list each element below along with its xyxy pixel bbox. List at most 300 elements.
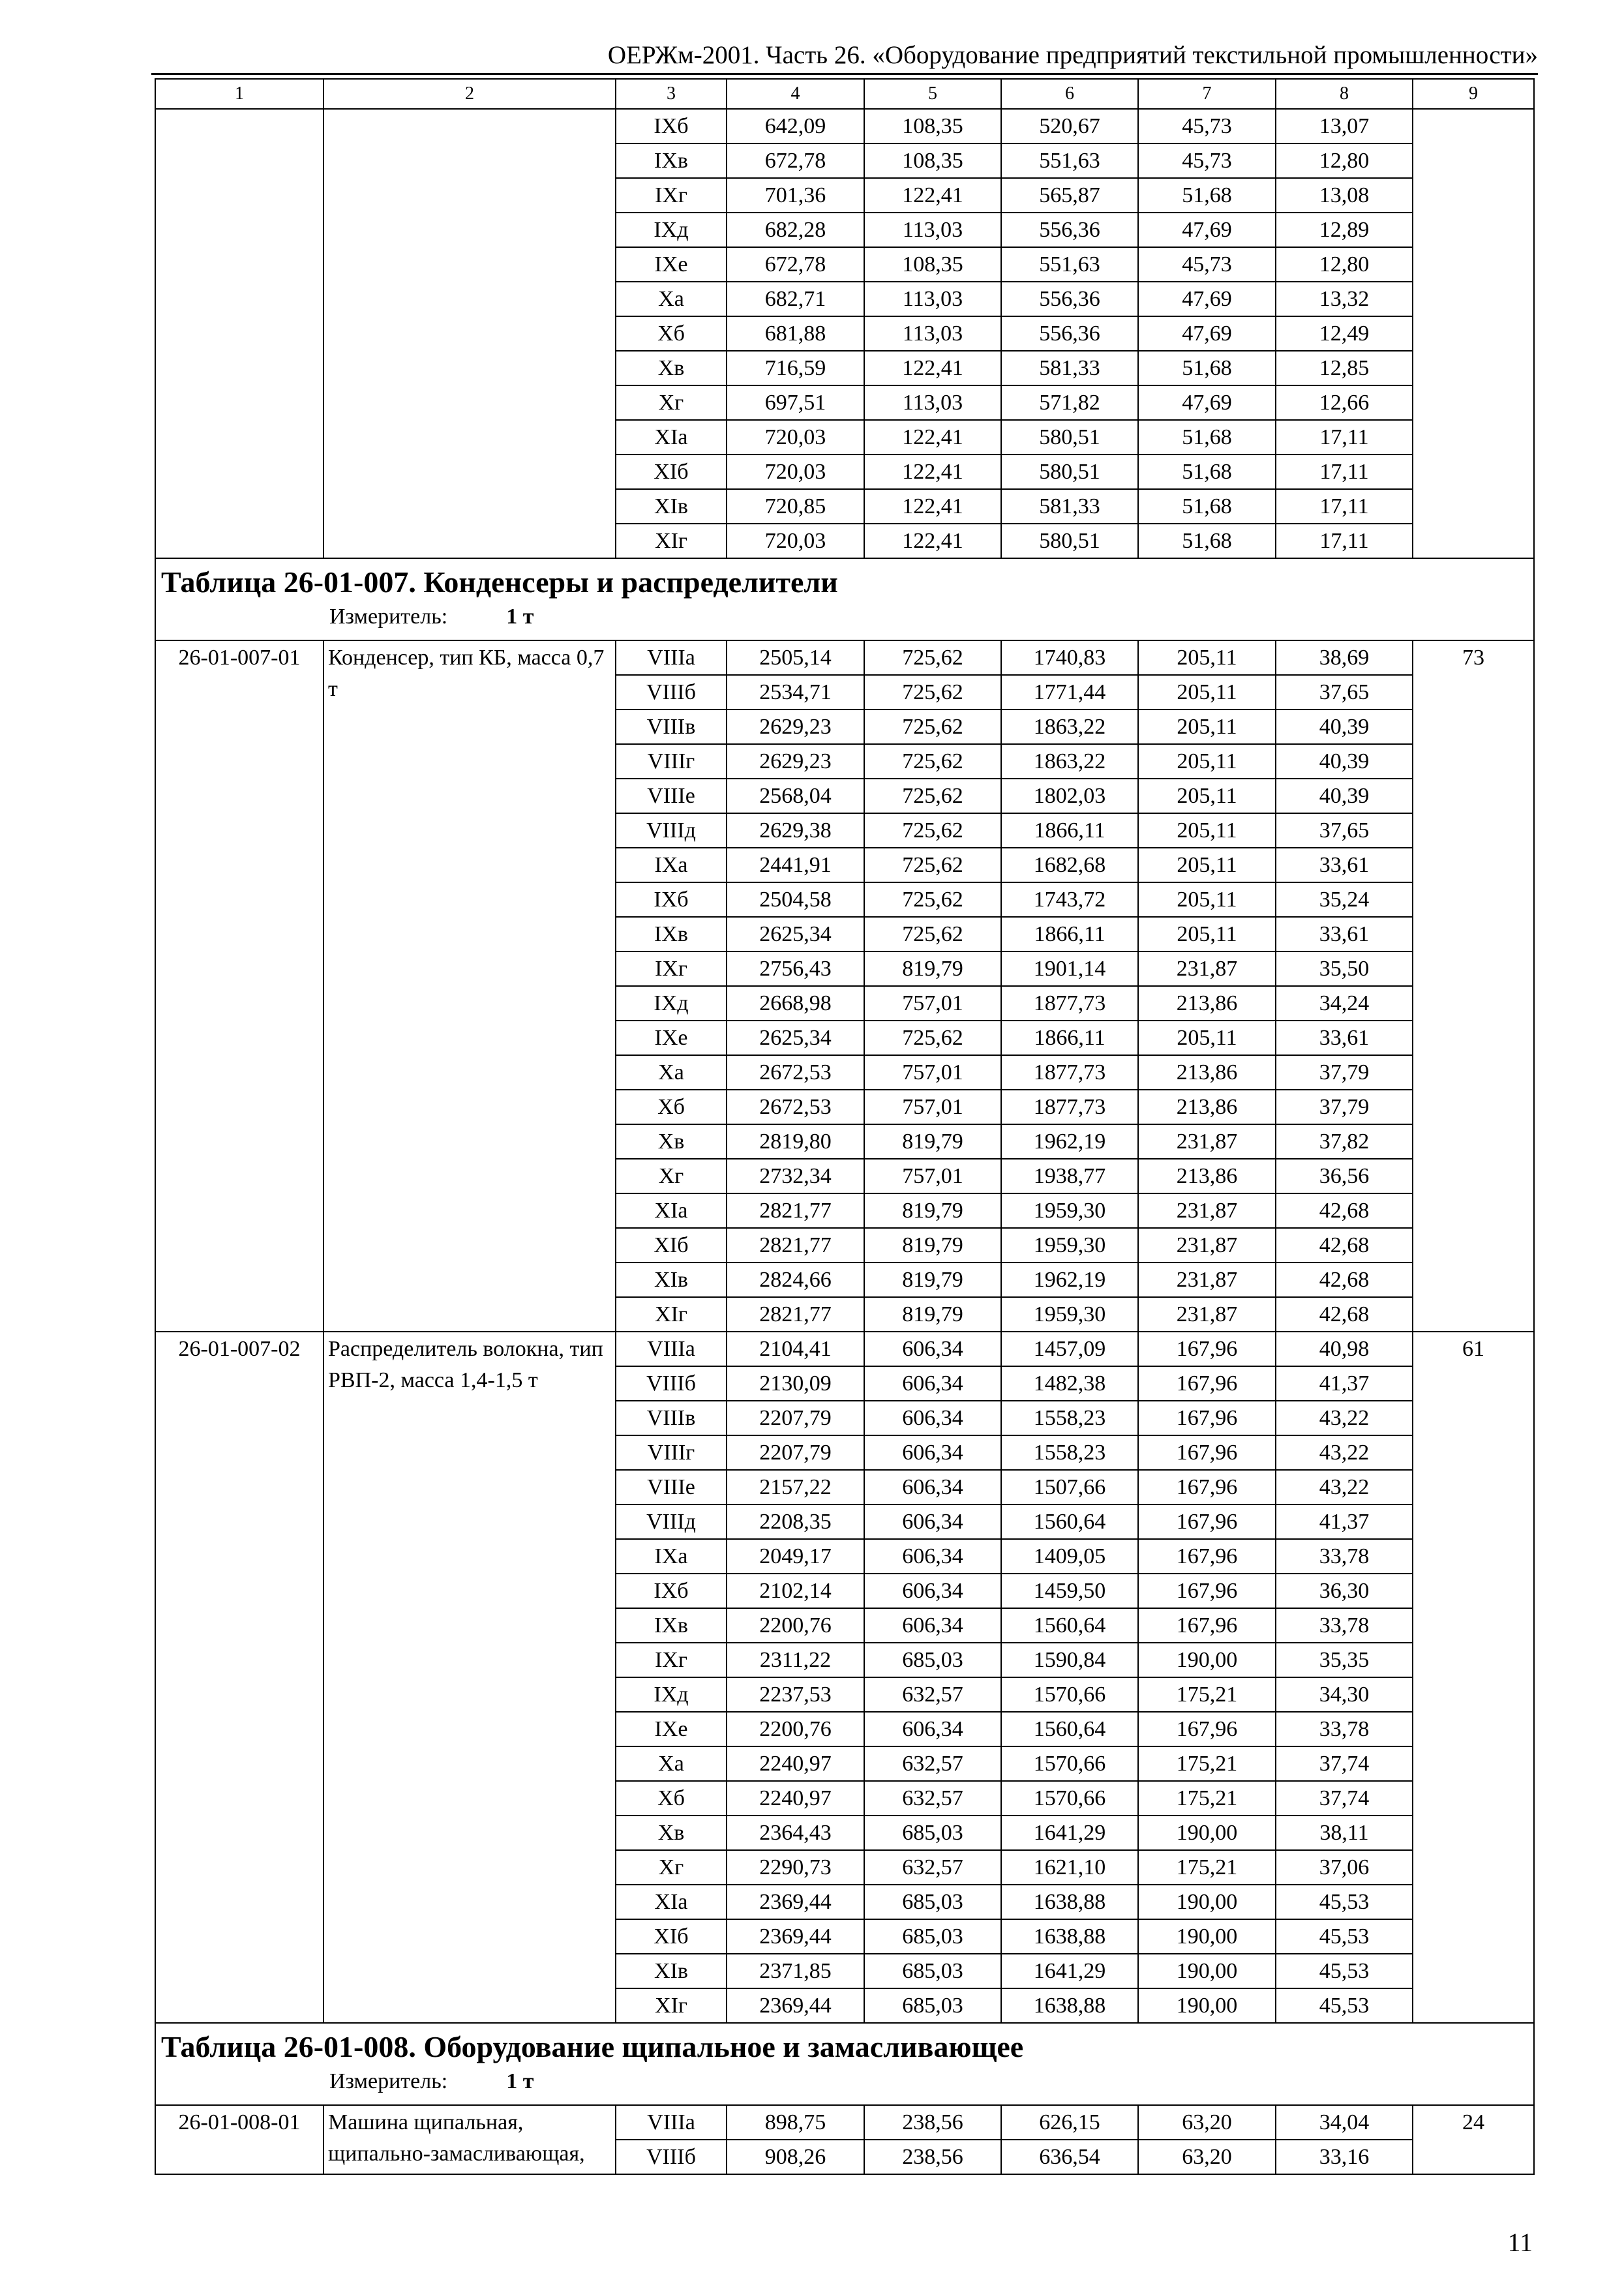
measure-value: 1 т [506,2069,534,2093]
value-cell: IXб [616,109,727,143]
value-cell: 108,35 [864,109,1001,143]
column-number-row [155,79,1534,109]
value-cell: IXа [616,1539,727,1574]
value-cell: 13,07 [1276,109,1413,143]
value-cell: 757,01 [864,1159,1001,1193]
value-cell: 1740,83 [1001,640,1138,675]
value-cell: 113,03 [864,282,1001,316]
value-cell: 33,78 [1276,1712,1413,1746]
value-cell: 1641,29 [1001,1816,1138,1850]
value-cell: 1457,09 [1001,1332,1138,1366]
value-cell: 697,51 [727,385,864,420]
value-cell: 2441,91 [727,848,864,882]
value-cell: 1682,68 [1001,848,1138,882]
value-cell: 632,57 [864,1850,1001,1885]
measure-line [161,2067,1528,2097]
value-cell: VIIIа [616,1332,727,1366]
value-cell: 37,74 [1276,1746,1413,1781]
value-cell: 606,34 [864,1366,1001,1401]
value-cell: IXг [616,951,727,986]
value-cell: 40,39 [1276,710,1413,744]
value-cell: 42,68 [1276,1263,1413,1297]
value-cell: 38,69 [1276,640,1413,675]
value-cell: 685,03 [864,1988,1001,2023]
value-cell: 205,11 [1138,813,1276,848]
value-cell: XIв [616,489,727,524]
value-cell: 725,62 [864,848,1001,882]
value-cell: 701,36 [727,178,864,213]
value-cell: 231,87 [1138,1228,1276,1263]
value-cell: VIIIв [616,710,727,744]
value-cell: 190,00 [1138,1643,1276,1677]
value-cell: 167,96 [1138,1470,1276,1504]
value-cell: 13,08 [1276,178,1413,213]
value-cell: 2130,09 [727,1366,864,1401]
table-title-row [155,2023,1534,2105]
value-cell: 205,11 [1138,779,1276,813]
value-cell: 725,62 [864,640,1001,675]
value-cell: 551,63 [1001,143,1138,178]
table-row [155,2105,1534,2140]
value-cell: Xг [616,1159,727,1193]
value-cell: 175,21 [1138,1781,1276,1816]
value-cell: 122,41 [864,178,1001,213]
value-cell: 606,34 [864,1539,1001,1574]
value-cell: 175,21 [1138,1746,1276,1781]
value-cell: 17,11 [1276,524,1413,558]
value-cell: VIIIа [616,2105,727,2140]
value-cell: 175,21 [1138,1850,1276,1885]
value-cell: 47,69 [1138,385,1276,420]
value-cell: 2240,97 [727,1746,864,1781]
value-cell: 37,79 [1276,1090,1413,1124]
table-title: Таблица 26-01-007. Конденсеры и распределители [161,565,838,599]
column-number: 9 [1413,79,1534,109]
value-cell: 725,62 [864,917,1001,951]
value-cell: 35,50 [1276,951,1413,986]
value-cell: 819,79 [864,1124,1001,1159]
table-row [155,640,1534,675]
value-cell: 108,35 [864,247,1001,282]
value-cell: Xа [616,282,727,316]
value-cell: Xв [616,351,727,385]
value-cell: 63,20 [1138,2140,1276,2174]
value-cell: 2200,76 [727,1608,864,1643]
value-cell: 1560,64 [1001,1504,1138,1539]
value-cell: 1638,88 [1001,1919,1138,1954]
value-cell: 43,22 [1276,1435,1413,1470]
value-cell: 2824,66 [727,1263,864,1297]
value-cell: 43,22 [1276,1401,1413,1435]
value-cell: 1560,64 [1001,1608,1138,1643]
value-cell: 1877,73 [1001,1055,1138,1090]
value-cell: VIIIа [616,640,727,675]
value-cell: 556,36 [1001,213,1138,247]
value-cell: 725,62 [864,744,1001,779]
value-cell: 2369,44 [727,1885,864,1919]
value-cell: 1866,11 [1001,1021,1138,1055]
value-cell: 51,68 [1138,489,1276,524]
value-cell: Xг [616,385,727,420]
measure-label: Измеритель: [329,2069,448,2093]
value-cell: 720,85 [727,489,864,524]
value-cell: 122,41 [864,489,1001,524]
value-cell: 606,34 [864,1712,1001,1746]
value-cell: 606,34 [864,1574,1001,1608]
value-cell: 190,00 [1138,1885,1276,1919]
value-cell: 35,35 [1276,1643,1413,1677]
value-cell: XIб [616,1919,727,1954]
value-cell: VIIIг [616,1435,727,1470]
column-number: 3 [616,79,727,109]
value-cell: 205,11 [1138,1021,1276,1055]
value-cell: 122,41 [864,524,1001,558]
value-cell: 17,11 [1276,489,1413,524]
col9-cell: 24 [1413,2105,1534,2174]
value-cell: 167,96 [1138,1332,1276,1366]
value-cell: 556,36 [1001,282,1138,316]
value-cell: VIIIб [616,675,727,710]
column-number: 4 [727,79,864,109]
value-cell: 38,11 [1276,1816,1413,1850]
value-cell: Xв [616,1124,727,1159]
col9-cell: 61 [1413,1332,1534,2023]
value-cell: 231,87 [1138,1297,1276,1332]
value-cell: 213,86 [1138,1090,1276,1124]
table-row [155,109,1534,143]
value-cell: 606,34 [864,1401,1001,1435]
value-cell: Xб [616,1781,727,1816]
value-cell: 556,36 [1001,316,1138,351]
value-cell: 1901,14 [1001,951,1138,986]
value-cell: XIб [616,455,727,489]
value-cell: 122,41 [864,351,1001,385]
value-cell: 2208,35 [727,1504,864,1539]
value-cell: 41,37 [1276,1504,1413,1539]
value-cell: 580,51 [1001,455,1138,489]
value-cell: 2629,23 [727,710,864,744]
value-cell: 2240,97 [727,1781,864,1816]
value-cell: 12,66 [1276,385,1413,420]
table-row [155,1332,1534,1366]
value-cell: 685,03 [864,1643,1001,1677]
value-cell: IXб [616,882,727,917]
value-cell: 40,98 [1276,1332,1413,1366]
value-cell: 33,61 [1276,848,1413,882]
value-cell: 681,88 [727,316,864,351]
value-cell: 167,96 [1138,1366,1276,1401]
value-cell: IXв [616,917,727,951]
value-cell: 167,96 [1138,1504,1276,1539]
value-cell: 1570,66 [1001,1677,1138,1712]
value-cell: 108,35 [864,143,1001,178]
value-cell: 51,68 [1138,524,1276,558]
value-cell: 45,53 [1276,1988,1413,2023]
value-cell: 2371,85 [727,1954,864,1988]
value-cell: 2102,14 [727,1574,864,1608]
value-cell: VIIIб [616,1366,727,1401]
value-cell: 12,49 [1276,316,1413,351]
value-cell: 757,01 [864,986,1001,1021]
value-cell: 45,53 [1276,1885,1413,1919]
value-cell: 40,39 [1276,744,1413,779]
value-cell: 908,26 [727,2140,864,2174]
value-cell: 190,00 [1138,1919,1276,1954]
value-cell: 205,11 [1138,744,1276,779]
value-cell: IXг [616,1643,727,1677]
value-cell: 37,74 [1276,1781,1413,1816]
value-cell: 1866,11 [1001,917,1138,951]
value-cell: 2668,98 [727,986,864,1021]
value-cell: 122,41 [864,455,1001,489]
value-cell: 190,00 [1138,1816,1276,1850]
value-cell: 581,33 [1001,351,1138,385]
value-cell: 2049,17 [727,1539,864,1574]
value-cell: 898,75 [727,2105,864,2140]
value-cell: 636,54 [1001,2140,1138,2174]
value-cell: 34,04 [1276,2105,1413,2140]
value-cell: 685,03 [864,1954,1001,1988]
value-cell: 1959,30 [1001,1228,1138,1263]
name-cell: Распределитель волокна, тип РВП-2, масса 1,4-1,5 т [323,1332,616,2023]
value-cell: 720,03 [727,524,864,558]
value-cell: 1621,10 [1001,1850,1138,1885]
value-cell: 725,62 [864,710,1001,744]
value-cell: VIIIв [616,1401,727,1435]
value-cell: 37,82 [1276,1124,1413,1159]
value-cell: 36,30 [1276,1574,1413,1608]
value-cell: 1638,88 [1001,1885,1138,1919]
value-cell: 2290,73 [727,1850,864,1885]
value-cell: 682,71 [727,282,864,316]
column-number: 2 [323,79,616,109]
value-cell: 725,62 [864,1021,1001,1055]
value-cell: 757,01 [864,1055,1001,1090]
value-cell: IXб [616,1574,727,1608]
value-cell: 231,87 [1138,1193,1276,1228]
value-cell: 42,68 [1276,1297,1413,1332]
value-cell: 33,61 [1276,1021,1413,1055]
value-cell: 2157,22 [727,1470,864,1504]
value-cell: 1570,66 [1001,1746,1138,1781]
value-cell: 2672,53 [727,1090,864,1124]
column-number: 5 [864,79,1001,109]
value-cell: 113,03 [864,213,1001,247]
value-cell: 1771,44 [1001,675,1138,710]
value-cell: 819,79 [864,1263,1001,1297]
value-cell: 632,57 [864,1746,1001,1781]
value-cell: 1877,73 [1001,1090,1138,1124]
code-cell: 26-01-007-01 [155,640,323,1332]
value-cell: Xв [616,1816,727,1850]
value-cell: 37,65 [1276,813,1413,848]
value-cell: 819,79 [864,1228,1001,1263]
table-title-row [155,558,1534,640]
value-cell: 581,33 [1001,489,1138,524]
value-cell: 725,62 [864,813,1001,848]
value-cell: 672,78 [727,143,864,178]
value-cell: 12,89 [1276,213,1413,247]
value-cell: 1962,19 [1001,1124,1138,1159]
value-cell: Xб [616,316,727,351]
value-cell: 205,11 [1138,917,1276,951]
value-cell: VIIIб [616,2140,727,2174]
value-cell: Xб [616,1090,727,1124]
name-cell: Конденсер, тип КБ, масса 0,7 т [323,640,616,1332]
value-cell: 551,63 [1001,247,1138,282]
value-cell: 1560,64 [1001,1712,1138,1746]
table-title-cell [155,2023,1534,2105]
value-cell: XIв [616,1954,727,1988]
value-cell: 2504,58 [727,882,864,917]
value-cell: 47,69 [1138,282,1276,316]
value-cell: 2237,53 [727,1677,864,1712]
value-cell: 632,57 [864,1677,1001,1712]
value-cell: XIг [616,1297,727,1332]
value-cell: 1802,03 [1001,779,1138,813]
value-cell: XIв [616,1263,727,1297]
value-cell: 17,11 [1276,455,1413,489]
value-cell: 213,86 [1138,1055,1276,1090]
value-cell: 12,85 [1276,351,1413,385]
value-cell: 34,30 [1276,1677,1413,1712]
rates-table [155,78,1535,2175]
value-cell: 725,62 [864,675,1001,710]
value-cell: 606,34 [864,1504,1001,1539]
value-cell: 2104,41 [727,1332,864,1366]
table-title: Таблица 26-01-008. Оборудование щипальное и замасливающее [161,2030,1024,2063]
value-cell: 213,86 [1138,1159,1276,1193]
value-cell: 42,68 [1276,1228,1413,1263]
measure-label: Измеритель: [329,605,448,629]
value-cell: 190,00 [1138,1988,1276,2023]
value-cell: 205,11 [1138,848,1276,882]
value-cell: 2732,34 [727,1159,864,1193]
value-cell: 2369,44 [727,1988,864,2023]
value-cell: 1641,29 [1001,1954,1138,1988]
value-cell: 2207,79 [727,1435,864,1470]
value-cell: 175,21 [1138,1677,1276,1712]
value-cell: 40,39 [1276,779,1413,813]
value-cell: 41,37 [1276,1366,1413,1401]
value-cell: 37,65 [1276,675,1413,710]
value-cell: 205,11 [1138,675,1276,710]
value-cell: 1962,19 [1001,1263,1138,1297]
value-cell: 757,01 [864,1090,1001,1124]
value-cell: 819,79 [864,1297,1001,1332]
value-cell: IXв [616,1608,727,1643]
value-cell: 606,34 [864,1608,1001,1643]
value-cell: 520,67 [1001,109,1138,143]
value-cell: XIа [616,1885,727,1919]
value-cell: 2756,43 [727,951,864,986]
value-cell: IXд [616,986,727,1021]
value-cell: 47,69 [1138,213,1276,247]
value-cell: 606,34 [864,1332,1001,1366]
code-cell: 26-01-008-01 [155,2105,323,2174]
value-cell: 36,56 [1276,1159,1413,1193]
value-cell: 2819,80 [727,1124,864,1159]
value-cell: 12,80 [1276,143,1413,178]
col9-cell: 73 [1413,640,1534,1332]
value-cell: 2821,77 [727,1193,864,1228]
value-cell: XIб [616,1228,727,1263]
table-title-cell [155,558,1534,640]
value-cell: IXд [616,213,727,247]
value-cell: 2364,43 [727,1816,864,1850]
value-cell: XIа [616,1193,727,1228]
value-cell: IXе [616,1021,727,1055]
value-cell: 167,96 [1138,1712,1276,1746]
value-cell: 1863,22 [1001,744,1138,779]
value-cell: 685,03 [864,1816,1001,1850]
code-cell [155,109,323,558]
value-cell: 571,82 [1001,385,1138,420]
value-cell: IXд [616,1677,727,1712]
value-cell: 33,78 [1276,1608,1413,1643]
value-cell: 1743,72 [1001,882,1138,917]
value-cell: 2369,44 [727,1919,864,1954]
page-number: 11 [1507,2228,1533,2257]
value-cell: 45,73 [1138,109,1276,143]
value-cell: 1877,73 [1001,986,1138,1021]
value-cell: 565,87 [1001,178,1138,213]
value-cell: 51,68 [1138,178,1276,213]
value-cell: 1570,66 [1001,1781,1138,1816]
value-cell: 1558,23 [1001,1401,1138,1435]
value-cell: VIIIе [616,1470,727,1504]
value-cell: 167,96 [1138,1608,1276,1643]
value-cell: 2629,23 [727,744,864,779]
value-cell: 190,00 [1138,1954,1276,1988]
value-cell: IXв [616,143,727,178]
value-cell: 819,79 [864,951,1001,986]
value-cell: 1590,84 [1001,1643,1138,1677]
value-cell: 2625,34 [727,917,864,951]
value-cell: 1959,30 [1001,1193,1138,1228]
value-cell: 113,03 [864,385,1001,420]
value-cell: 205,11 [1138,710,1276,744]
value-cell: 1459,50 [1001,1574,1138,1608]
value-cell: 1959,30 [1001,1297,1138,1332]
value-cell: 2672,53 [727,1055,864,1090]
value-cell: 2505,14 [727,640,864,675]
value-cell: 716,59 [727,351,864,385]
value-cell: 45,53 [1276,1919,1413,1954]
value-cell: 580,51 [1001,524,1138,558]
value-cell: 47,69 [1138,316,1276,351]
measure-value: 1 т [506,605,534,629]
value-cell: VIIIе [616,779,727,813]
value-cell: 2311,22 [727,1643,864,1677]
value-cell: 672,78 [727,247,864,282]
code-cell: 26-01-007-02 [155,1332,323,2023]
value-cell: Xг [616,1850,727,1885]
value-cell: 167,96 [1138,1435,1276,1470]
name-cell: Машина щипальная, щипально-замасливающая, [323,2105,616,2174]
value-cell: 45,53 [1276,1954,1413,1988]
value-cell: 205,11 [1138,640,1276,675]
value-cell: 632,57 [864,1781,1001,1816]
value-cell: 2821,77 [727,1228,864,1263]
value-cell: 682,28 [727,213,864,247]
value-cell: 720,03 [727,455,864,489]
value-cell: 606,34 [864,1435,1001,1470]
page-header: ОЕРЖм-2001. Часть 26. «Оборудование предприятий текстильной промышленности» [607,41,1538,69]
value-cell: 580,51 [1001,420,1138,455]
column-number: 8 [1276,79,1413,109]
value-cell: 35,24 [1276,882,1413,917]
